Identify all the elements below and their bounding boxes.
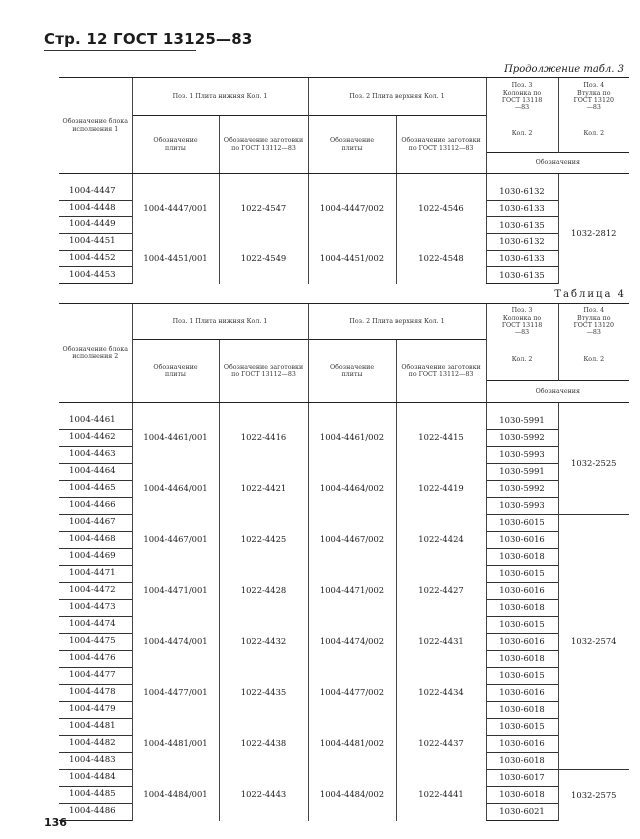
- lower-plate-designation: 1004-4451/001: [132, 234, 219, 284]
- block-designation: 1004-4451: [59, 234, 132, 251]
- pos1-header: Поз. 1 Плита нижняя Кол. 1: [132, 304, 308, 340]
- table4-caption: Таблица 4: [554, 289, 626, 300]
- blank-designation-header: Обозначение заготовки по ГОСТ 13112—83: [396, 340, 486, 403]
- block-header: Обозначение блока исполнения 1: [59, 78, 132, 174]
- designation-header: Обозначения: [486, 153, 629, 174]
- pos3-header: Поз. 3 Колонка по ГОСТ 13118—83: [486, 304, 558, 340]
- block-designation: 1004-4482: [59, 736, 132, 753]
- column-designation: 1030-6018: [486, 651, 558, 668]
- block-designation: 1004-4453: [59, 267, 132, 284]
- pos2-header: Поз. 2 Плита верхняя Кол. 1: [308, 78, 486, 116]
- block-designation: 1004-4485: [59, 787, 132, 804]
- upper-plate-designation: 1004-4477/002: [308, 668, 396, 719]
- column-designation: 1030-6018: [486, 787, 558, 804]
- lower-blank-designation: 1022-4547: [219, 184, 308, 234]
- column-designation: 1030-6018: [486, 702, 558, 719]
- upper-plate-designation: 1004-4484/002: [308, 770, 396, 821]
- qty3-header: Кол. 2: [486, 340, 558, 381]
- column-designation: 1030-6016: [486, 532, 558, 549]
- lower-blank-designation: 1022-4416: [219, 413, 308, 464]
- block-designation: 1004-4447: [69, 185, 116, 196]
- column-designation: 1030-6017: [486, 770, 558, 787]
- plate-designation-header: Обозначение плиты: [308, 116, 396, 174]
- pos4-header: Поз. 4 Втулка по ГОСТ 13120—83: [558, 78, 629, 116]
- lower-blank-designation: 1022-4443: [219, 770, 308, 821]
- column-designation: 1030-6132: [486, 234, 558, 251]
- header-rule: [44, 50, 196, 51]
- block-designation: 1004-4484: [59, 770, 132, 787]
- pos3-header: Поз. 3 Колонка по ГОСТ 13118—83: [486, 78, 558, 116]
- upper-plate-designation: 1004-4481/002: [308, 719, 396, 770]
- blank-designation-header: Обозначение заготовки по ГОСТ 13112—83: [219, 116, 308, 174]
- column-designation: 1030-6018: [486, 753, 558, 770]
- upper-blank-designation: 1022-4419: [396, 464, 486, 515]
- column-designation: 1030-5992: [486, 430, 558, 447]
- block-designation: 1004-4476: [59, 651, 132, 668]
- block-designation: 1004-4479: [59, 702, 132, 719]
- column-designation: 1030-6021: [486, 804, 558, 821]
- upper-blank-designation: 1022-4415: [396, 413, 486, 464]
- lower-plate-designation: 1004-4461/001: [132, 413, 219, 464]
- column-designation: 1030-5991: [486, 413, 558, 430]
- bushing-designation: 1032-2574: [558, 515, 629, 770]
- upper-blank-designation: 1022-4427: [396, 566, 486, 617]
- block-designation: 1004-4469: [59, 549, 132, 566]
- table3-continuation: [59, 77, 629, 284]
- pos1-header: Поз. 1 Плита нижняя Кол. 1: [132, 78, 308, 116]
- column-designation: 1030-6018: [486, 600, 558, 617]
- upper-plate-designation: 1004-4451/002: [308, 234, 396, 284]
- upper-blank-designation: 1022-4424: [396, 515, 486, 566]
- block-designation: 1004-4468: [59, 532, 132, 549]
- column-designation: 1030-6133: [486, 250, 558, 267]
- lower-plate-designation: 1004-4447/001: [132, 184, 219, 234]
- designation-header: Обозначения: [486, 381, 629, 403]
- qty4-header: Кол. 2: [558, 116, 629, 153]
- block-designation: 1004-4461: [69, 415, 116, 426]
- block-designation: 1004-4472: [59, 583, 132, 600]
- column-designation: 1030-5993: [486, 447, 558, 464]
- block-designation: 1004-4463: [59, 447, 132, 464]
- block-designation: 1004-4448: [59, 200, 132, 217]
- block-designation: 1004-4467: [59, 515, 132, 532]
- pos4-header: Поз. 4 Втулка по ГОСТ 13120—83: [558, 304, 629, 340]
- upper-plate-designation: 1004-4464/002: [308, 464, 396, 515]
- upper-plate-designation: 1004-4461/002: [308, 413, 396, 464]
- lower-plate-designation: 1004-4481/001: [132, 719, 219, 770]
- block-designation: 1004-4462: [59, 430, 132, 447]
- lower-blank-designation: 1022-4425: [219, 515, 308, 566]
- column-designation: 1030-6015: [486, 668, 558, 685]
- block-designation: 1004-4475: [59, 634, 132, 651]
- lower-plate-designation: 1004-4474/001: [132, 617, 219, 668]
- upper-plate-designation: 1004-4471/002: [308, 566, 396, 617]
- upper-plate-designation: 1004-4447/002: [308, 184, 396, 234]
- pos2-header: Поз. 2 Плита верхняя Кол. 1: [308, 304, 486, 340]
- upper-blank-designation: 1022-4437: [396, 719, 486, 770]
- column-designation: 1030-6016: [486, 583, 558, 600]
- column-designation: 1030-6135: [486, 217, 558, 234]
- column-designation: 1030-6133: [486, 200, 558, 217]
- block-designation: 1004-4478: [59, 685, 132, 702]
- blank-designation-header: Обозначение заготовки по ГОСТ 13112—83: [219, 340, 308, 403]
- bushing-designation: 1032-2812: [558, 184, 629, 284]
- column-designation: 1030-6015: [486, 617, 558, 634]
- qty4-header: Кол. 2: [558, 340, 629, 381]
- column-designation: 1030-6135: [486, 267, 558, 284]
- lower-blank-designation: 1022-4435: [219, 668, 308, 719]
- column-designation: 1030-5991: [486, 464, 558, 481]
- lower-plate-designation: 1004-4471/001: [132, 566, 219, 617]
- lower-blank-designation: 1022-4421: [219, 464, 308, 515]
- upper-blank-designation: 1022-4441: [396, 770, 486, 821]
- lower-blank-designation: 1022-4438: [219, 719, 308, 770]
- column-designation: 1030-6016: [486, 634, 558, 651]
- plate-designation-header: Обозначение плиты: [308, 340, 396, 403]
- block-designation: 1004-4471: [59, 566, 132, 583]
- block-designation: 1004-4474: [59, 617, 132, 634]
- page-header: Стр. 12 ГОСТ 13125—83: [44, 30, 253, 48]
- bushing-designation: 1032-2525: [558, 413, 629, 515]
- bushing-designation: 1032-2575: [558, 770, 629, 821]
- blank-designation-header: Обозначение заготовки по ГОСТ 13112—83: [396, 116, 486, 174]
- column-designation: 1030-6016: [486, 685, 558, 702]
- block-designation: 1004-4481: [59, 719, 132, 736]
- column-designation: 1030-6015: [486, 719, 558, 736]
- table4: [59, 303, 629, 821]
- lower-plate-designation: 1004-4484/001: [132, 770, 219, 821]
- lower-plate-designation: 1004-4464/001: [132, 464, 219, 515]
- block-designation: 1004-4465: [59, 481, 132, 498]
- lower-blank-designation: 1022-4549: [219, 234, 308, 284]
- column-designation: 1030-6132: [486, 184, 558, 201]
- block-designation: 1004-4473: [59, 600, 132, 617]
- column-designation: 1030-6016: [486, 736, 558, 753]
- column-designation: 1030-6018: [486, 549, 558, 566]
- upper-blank-designation: 1022-4546: [396, 184, 486, 234]
- plate-designation-header: Обозначение плиты: [132, 116, 219, 174]
- block-designation: 1004-4486: [59, 804, 132, 821]
- block-designation: 1004-4466: [59, 498, 132, 515]
- lower-plate-designation: 1004-4477/001: [132, 668, 219, 719]
- block-designation: 1004-4483: [59, 753, 132, 770]
- upper-plate-designation: 1004-4474/002: [308, 617, 396, 668]
- block-designation: 1004-4477: [59, 668, 132, 685]
- column-designation: 1030-6015: [486, 515, 558, 532]
- lower-plate-designation: 1004-4467/001: [132, 515, 219, 566]
- qty3-header: Кол. 2: [486, 116, 558, 153]
- upper-blank-designation: 1022-4431: [396, 617, 486, 668]
- block-header: Обозначение блока исполнения 2: [59, 304, 132, 403]
- page-number: 136: [44, 816, 67, 829]
- table3-continuation-caption: Продолжение табл. 3: [504, 64, 624, 75]
- column-designation: 1030-6015: [486, 566, 558, 583]
- upper-plate-designation: 1004-4467/002: [308, 515, 396, 566]
- upper-blank-designation: 1022-4548: [396, 234, 486, 284]
- lower-blank-designation: 1022-4432: [219, 617, 308, 668]
- column-designation: 1030-5993: [486, 498, 558, 515]
- block-designation: 1004-4452: [59, 250, 132, 267]
- block-designation: 1004-4464: [59, 464, 132, 481]
- plate-designation-header: Обозначение плиты: [132, 340, 219, 403]
- upper-blank-designation: 1022-4434: [396, 668, 486, 719]
- lower-blank-designation: 1022-4428: [219, 566, 308, 617]
- block-designation: 1004-4449: [59, 217, 132, 234]
- column-designation: 1030-5992: [486, 481, 558, 498]
